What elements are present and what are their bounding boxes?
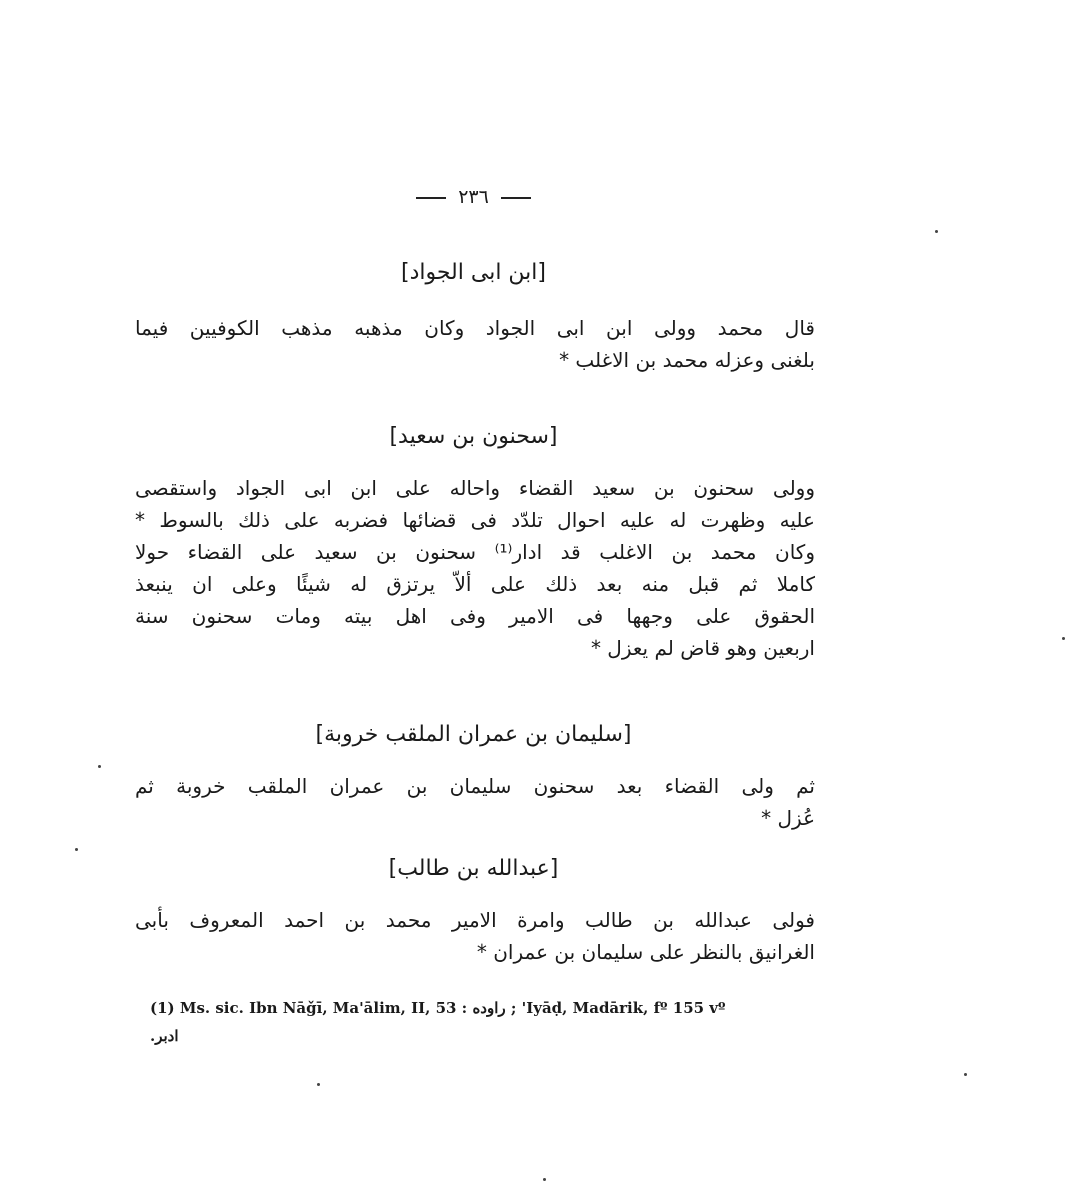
text-line: الحقوق على وجهها فى الامير وفى اهل بيته ومات سحنون سنة [135,604,815,628]
text-line: قال محمد وولى ابن ابى الجواد وكان مذهبه مذهب الكوفيين فيما [135,316,815,340]
section-heading: [سحنون بن سعيد] [389,424,558,449]
section-paragraph [135,904,815,968]
footnote [150,994,820,1050]
text-line: عُزل * [761,806,815,830]
scan-speck [935,230,938,233]
scan-speck [75,848,78,851]
text-line: ثم ولى القضاء بعد سحنون سليمان بن عمران الملقب خروبة ثم [135,774,815,798]
scan-speck [98,765,101,768]
section-heading: [عبدالله بن طالب] [388,856,559,881]
dash-left [416,197,446,199]
text-line: بلغنى وعزله محمد بن الاغلب * [559,348,815,372]
text-line: اربعين وهو قاض لم يعزل * [590,636,815,660]
scan-speck [317,1083,320,1086]
text-line: وكان محمد بن الاغلب قد ادار⁽¹⁾ سحنون بن سعيد على القضاء حولا [135,540,815,564]
footnote-line: (1) Ms. sic. Ibn Nāǧī, Ma'ālim, II, 53 : راوده ; 'Iyāḍ, Madārik, fº 155 vº [150,999,726,1017]
dash-right [501,197,531,199]
section-paragraph [135,472,815,664]
section-heading: [ابن ابى الجواد] [401,260,546,285]
page-number-text: ٢٣٦ [458,186,489,208]
footnote-line: ادبر. [150,1027,179,1045]
page-number [0,186,947,208]
section-paragraph [135,312,815,376]
scan-speck [543,1178,546,1181]
scan-speck [964,1073,967,1076]
scan-speck [1062,637,1065,640]
text-line: كاملا ثم قبل منه بعد ذلك على ألاّ يرتزق له شيئًا وعلى ان ينبعذ [135,572,815,596]
text-line: الغرانيق بالنظر على سليمان بن عمران * [476,940,815,964]
section-heading: [سليمان بن عمران الملقب خروبة] [315,722,632,747]
text-line: فولى عبدالله بن طالب وامرة الامير محمد بن احمد المعروف بأبى [135,908,815,932]
text-line: وولى سحنون بن سعيد القضاء واحاله على ابن ابى الجواد واستقصى [135,476,815,500]
section-paragraph [135,770,815,834]
text-line: عليه وظهرت له عليه احوال تلدّد فى قضائها فضربه على ذلك بالسوط * [135,508,815,532]
